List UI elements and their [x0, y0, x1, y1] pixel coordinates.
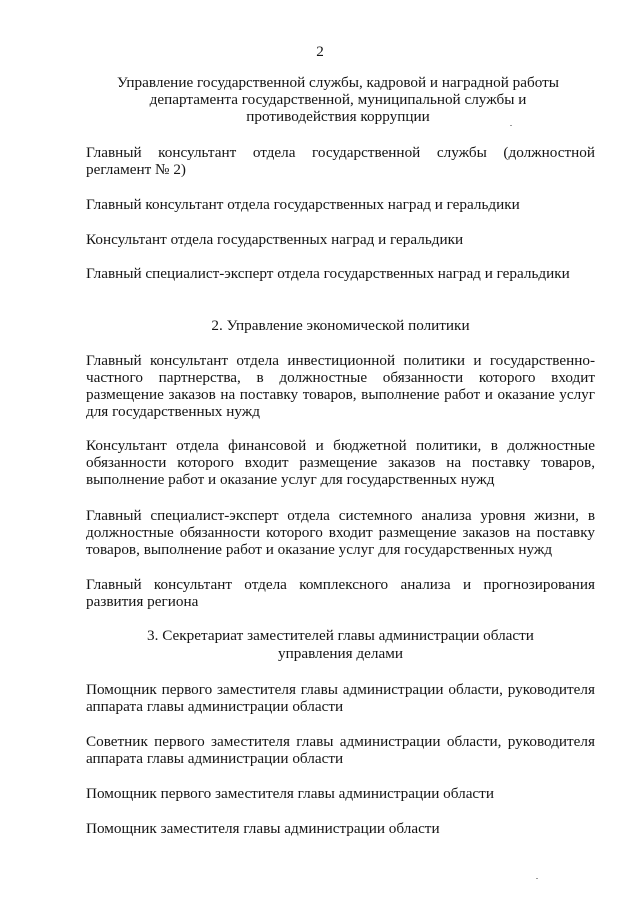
section-3-heading-line-1: 3. Секретариат заместителей главы администрации области	[147, 627, 534, 644]
section-2-item-2: Консультант отдела финансовой и бюджетной политики, в должностные обязанности которого входит размещение заказов на поставку товаров, выполнение работ и оказание услуг для государственных нужд	[86, 437, 595, 488]
section-2-heading: 2. Управление экономической политики	[211, 317, 470, 334]
section-1-item-4: Главный специалист-эксперт отдела государственных наград и геральдики	[86, 265, 570, 282]
section-3-item-2: Советник первого заместителя главы администрации области, руководителя аппарата главы администрации области	[86, 733, 595, 767]
section-3-item-1: Помощник первого заместителя главы администрации области, руководителя аппарата главы администрации области	[86, 681, 595, 715]
section-1-item-1: Главный консультант отдела государственной службы (должностной регламент № 2)	[86, 144, 595, 178]
section-3-item-4: Помощник заместителя главы администрации области	[86, 820, 440, 837]
section-3-heading-line-2: управления делами	[278, 645, 403, 662]
section-1-heading: Управление государственной службы, кадровой и наградной работы департамента государственной, муниципальной службы и противодействия коррупции	[117, 74, 559, 125]
section-2-item-4: Главный консультант отдела комплексного анализа и прогнозирования развития региона	[86, 576, 595, 610]
section-3-item-3: Помощник первого заместителя главы администрации области	[86, 785, 494, 802]
section-1-item-3: Консультант отдела государственных наград и геральдики	[86, 231, 464, 248]
scan-speck	[510, 125, 512, 126]
section-2-item-1: Главный консультант отдела инвестиционной политики и государственно-частного партнерства, в должностные обязанности которого входит размещение заказов на поставку товаров, выполнение работ и оказание услуг для государственных нужд	[86, 352, 595, 420]
section-1-item-2: Главный консультант отдела государственных наград и геральдики	[86, 196, 520, 213]
scan-speck	[536, 878, 538, 879]
section-2-item-3: Главный специалист-эксперт отдела системного анализа уровня жизни, в должностные обязанности которого входит размещение заказов на поставку товаров, выполнение работ и оказание услуг для государственных нужд	[86, 507, 595, 558]
page-number: 2	[316, 43, 324, 60]
